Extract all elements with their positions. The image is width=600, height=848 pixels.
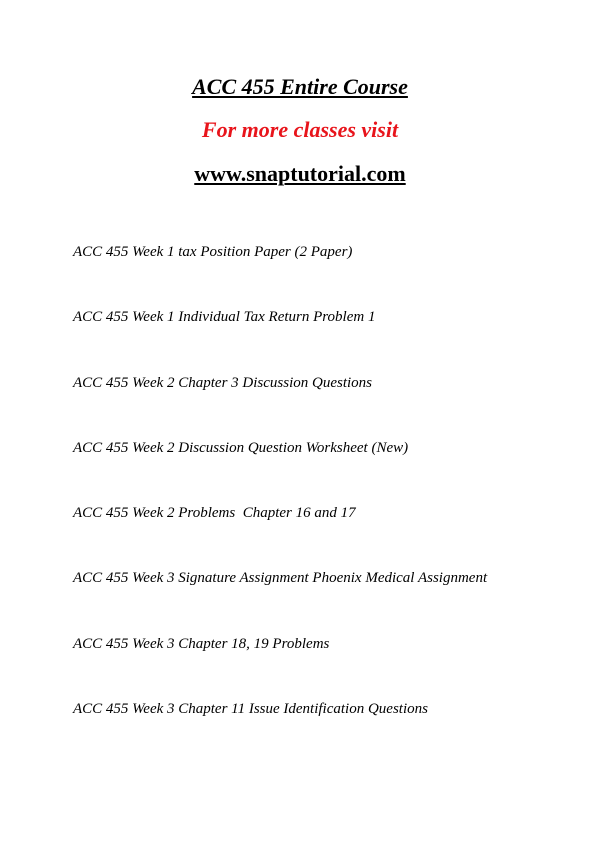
list-item: ACC 455 Week 1 Individual Tax Return Problem 1 <box>73 309 376 326</box>
list-item: ACC 455 Week 3 Signature Assignment Phoenix Medical Assignment <box>73 570 488 587</box>
document-header <box>0 72 600 189</box>
list-item: ACC 455 Week 2 Chapter 3 Discussion Questions <box>73 374 373 391</box>
list-item: ACC 455 Week 2 Discussion Question Worksheet (New) <box>73 439 409 456</box>
list-item: ACC 455 Week 3 Chapter 18, 19 Problems <box>73 635 330 652</box>
page-title: ACC 455 Entire Course <box>192 74 408 99</box>
promo-subtitle: For more classes visit <box>201 117 399 142</box>
list-item: ACC 455 Week 2 Problems Chapter 16 and 17 <box>73 505 356 522</box>
course-list <box>73 240 583 762</box>
list-item: ACC 455 Week 1 tax Position Paper (2 Paper) <box>73 244 353 260</box>
website-link[interactable]: www.snaptutorial.com <box>194 161 406 186</box>
list-item: ACC 455 Week 3 Chapter 11 Issue Identification Questions <box>73 701 428 718</box>
